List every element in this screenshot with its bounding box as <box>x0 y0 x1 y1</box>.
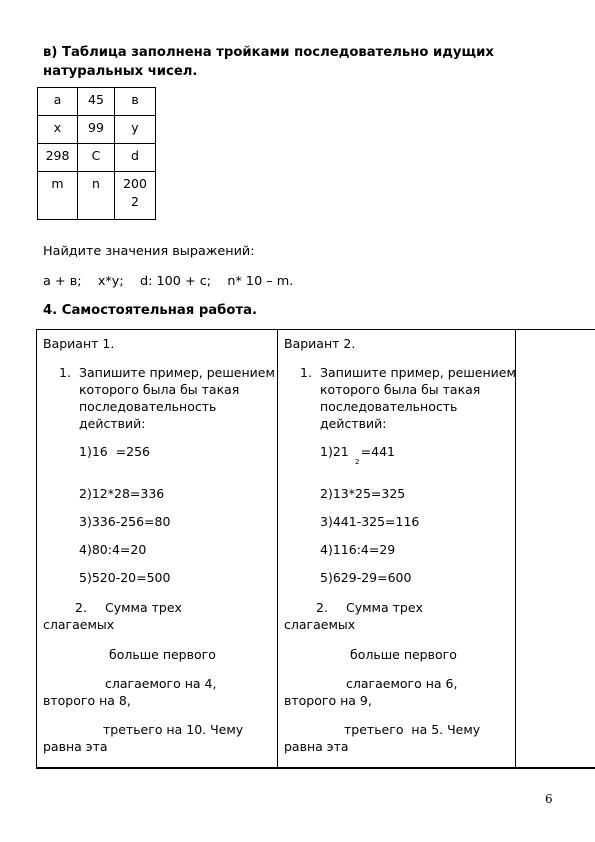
task2-line1: Сумма трех <box>105 600 182 615</box>
task2-line5: второго на 8, <box>43 693 131 708</box>
table-row <box>38 116 156 144</box>
table-row <box>38 88 156 116</box>
page-number: 6 <box>545 792 553 806</box>
number-triples-table <box>37 87 156 220</box>
step5: 5)629-29=600 <box>320 570 412 585</box>
find-values-instruction: Найдите значения выражений: <box>43 244 255 259</box>
independent-work-table <box>36 329 595 769</box>
table-cell: в <box>115 88 156 116</box>
step4: 4)116:4=29 <box>320 542 396 557</box>
task2-line7: равна эта <box>43 739 108 754</box>
task2-line2: слагаемых <box>284 617 356 632</box>
table-cell: у <box>115 116 156 144</box>
table-cell: 99 <box>78 116 115 144</box>
step2: 2)12*28=336 <box>79 486 165 501</box>
task2-number: 2. <box>316 600 328 615</box>
task2-line6: третьего на 10. Чему <box>103 722 244 737</box>
table-cell: х <box>38 116 78 144</box>
table-cell: а <box>38 88 78 116</box>
task2-line4: слагаемого на 4, <box>105 676 217 691</box>
task2-line4: слагаемого на 6, <box>346 676 458 691</box>
task2-line2: слагаемых <box>43 617 115 632</box>
step1: 1)21 =441 <box>320 444 395 459</box>
expressions-line: а + в; х*у; d: 100 + с; n* 10 – m. <box>43 274 294 289</box>
task2-line1: Сумма трех <box>346 600 423 615</box>
table-cell: n <box>78 172 115 220</box>
task1-text: Запишите пример, решением которого была бы такая последовательность действий: <box>320 365 516 431</box>
section-v-title-line2: натуральных чисел. <box>43 64 198 79</box>
variant2-label: Вариант 2. <box>284 336 356 351</box>
task1-number: 1. <box>59 365 71 380</box>
section-v-title-line1: в) Таблица заполнена тройками последовательно идущих <box>43 45 494 60</box>
task2-line3: больше первого <box>350 647 457 662</box>
step5: 5)520-20=500 <box>79 570 171 585</box>
step1: 1)16 =256 <box>79 444 151 459</box>
table-row <box>38 172 156 220</box>
task2-line5: второго на 9, <box>284 693 372 708</box>
table-cell: m <box>38 172 78 220</box>
table-cell: С <box>78 144 115 172</box>
table-cell: 45 <box>78 88 115 116</box>
table-cell: 200 2 <box>115 172 156 220</box>
task1-number: 1. <box>300 365 312 380</box>
table-cell: d <box>115 144 156 172</box>
step4: 4)80:4=20 <box>79 542 147 557</box>
table-cell: 298 <box>38 144 78 172</box>
step2: 2)13*25=325 <box>320 486 406 501</box>
task2-line7: равна эта <box>284 739 349 754</box>
task2-line6: третьего на 5. Чему <box>344 722 481 737</box>
step3: 3)336-256=80 <box>79 514 171 529</box>
section-4-title: 4. Самостоятельная работа. <box>43 303 257 318</box>
task2-number: 2. <box>75 600 87 615</box>
variant1-label: Вариант 1. <box>43 336 115 351</box>
step1-superscript: 2 <box>355 458 360 466</box>
step3: 3)441-325=116 <box>320 514 420 529</box>
table-row <box>38 144 156 172</box>
task1-text: Запишите пример, решением которого была бы такая последовательность действий: <box>79 365 275 431</box>
task2-line3: больше первого <box>109 647 216 662</box>
